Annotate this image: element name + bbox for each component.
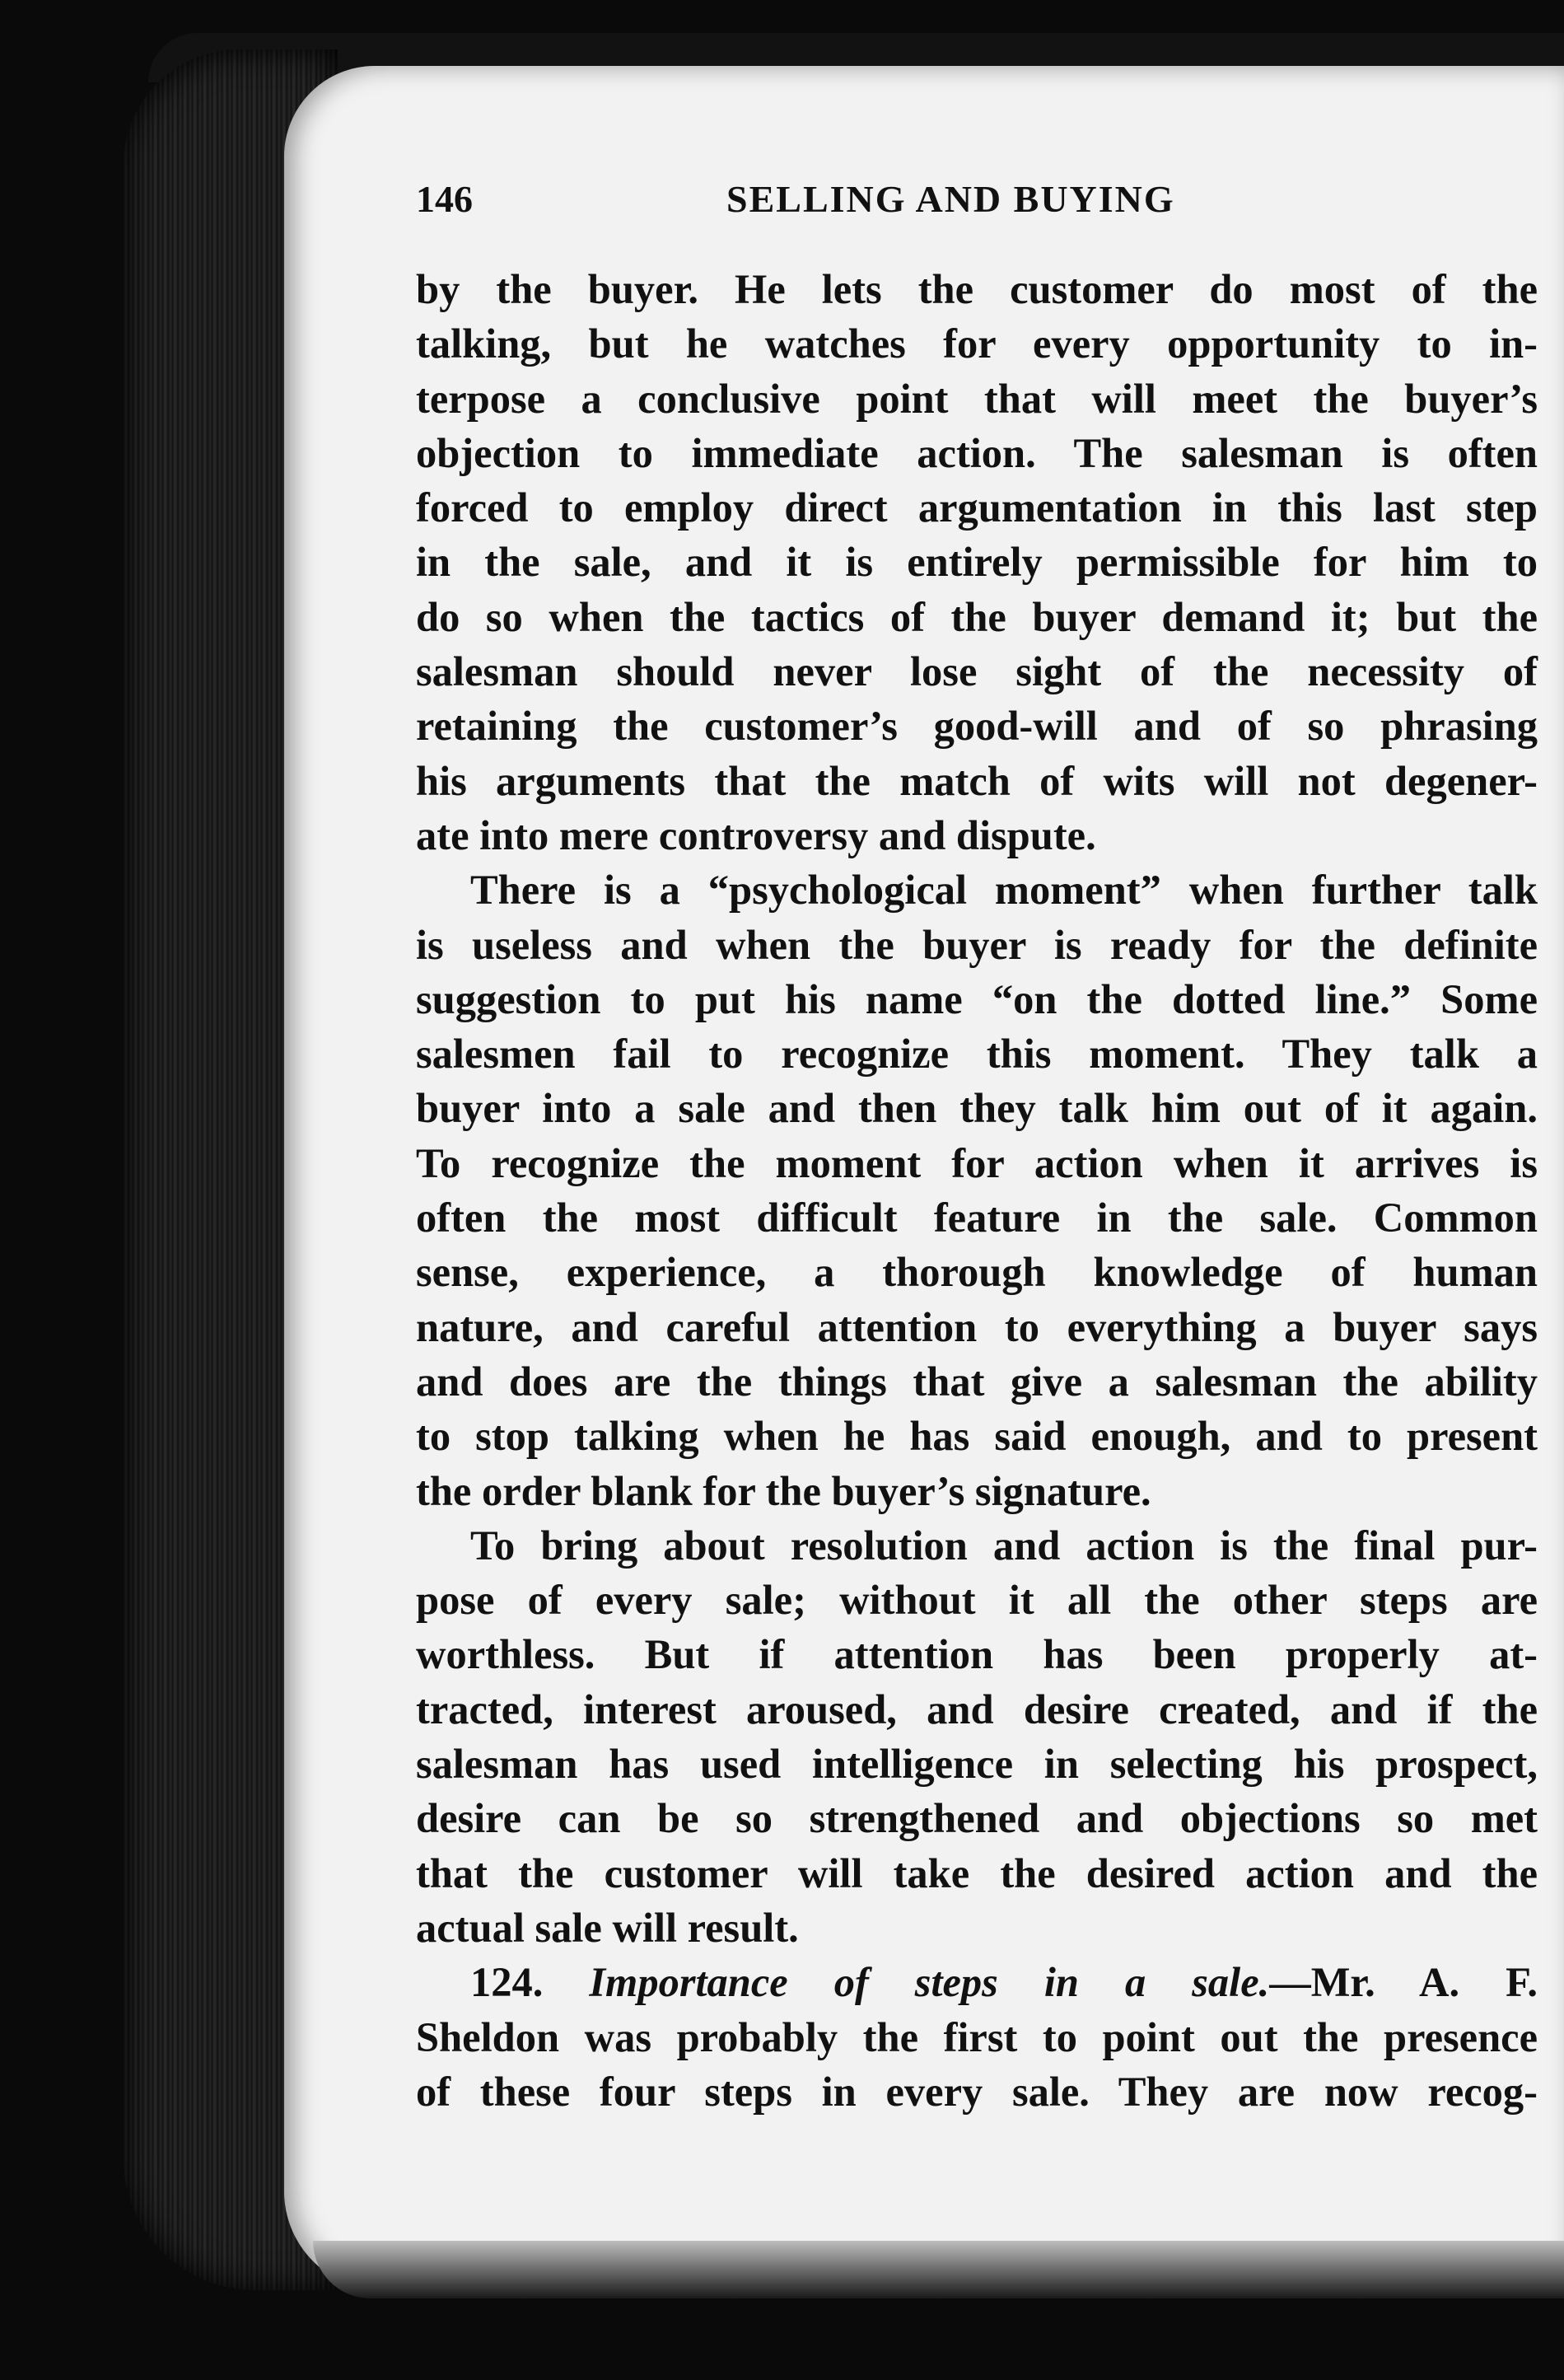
text-line: actual sale will result. (416, 1904, 799, 1951)
text-line: salesmen fail to recognize this moment. They talk a (416, 1031, 1538, 1078)
page-bottom-shadow (313, 2241, 1564, 2298)
text-line: to stop talking when he has said enough, and to present (416, 1413, 1538, 1460)
page-number: 146 (416, 178, 473, 220)
text-line: is useless and when the buyer is ready for the definite (416, 921, 1538, 968)
text-line: desire can be so strengthened and objections so met (416, 1795, 1538, 1842)
text-line: salesman should never lose sight of the necessity of (416, 648, 1538, 695)
text-line: salesman has used intelligence in selecting his prospect, (416, 1741, 1538, 1788)
text-line: Sheldon was probably the first to point out the presence (416, 2013, 1538, 2060)
text-line: sense, experience, a thorough knowledge of human (416, 1249, 1538, 1296)
text-line: terpose a conclusive point that will meet the buyer’s (416, 375, 1538, 422)
text-line: his arguments that the match of wits will not degener- (416, 757, 1538, 804)
text-line: ate into mere controversy and dispute. (416, 811, 1096, 858)
text-line: suggestion to put his name “on the dotted line.” Some (416, 975, 1538, 1022)
text-line: do so when the tactics of the buyer demand it; but the (416, 593, 1538, 640)
text-line: objection to immediate action. The salesman is often (416, 429, 1538, 476)
text-line: in the sale, and it is entirely permissible for him to (416, 539, 1538, 586)
body-text (416, 262, 1538, 2119)
text-line: worthless. But if attention has been properly at- (416, 1631, 1538, 1678)
text-line: of these four steps in every sale. They are now recog- (416, 2068, 1538, 2115)
section-title: Importance of steps in a sale. (589, 1959, 1270, 2006)
text-line: There is a “psychological moment” when further talk (470, 867, 1538, 914)
text-line: nature, and careful attention to everything a buyer says (416, 1303, 1538, 1350)
text-line: and does are the things that give a salesman the ability (416, 1358, 1538, 1405)
text-line: forced to employ direct argumentation in this last step (416, 484, 1538, 531)
text-line: tracted, interest aroused, and desire created, and if the (416, 1686, 1538, 1732)
text-line: To recognize the moment for action when it arrives is (416, 1139, 1538, 1186)
text-line: pose of every sale; without it all the other steps are (416, 1577, 1538, 1624)
section-number: 124. (470, 1959, 544, 2006)
text-line: retaining the customer’s good-will and of so phrasing (416, 703, 1538, 750)
running-head: SELLING AND BUYING (726, 178, 1175, 220)
text-line: by the buyer. He lets the customer do most of the (416, 266, 1538, 312)
page-header (416, 177, 1564, 235)
section-heading-line (416, 1955, 1538, 2009)
text-line: often the most difficult feature in the sale. Common (416, 1195, 1538, 1241)
text-line: that the customer will take the desired action and the (416, 1849, 1538, 1896)
text-line: To bring about resolution and action is the final pur- (470, 1522, 1538, 1569)
section-first-line-rest: —Mr. A. F. (1269, 1959, 1538, 2006)
text-line: the order blank for the buyer’s signature. (416, 1467, 1151, 1514)
text-line: buyer into a sale and then they talk him out of it again. (416, 1085, 1538, 1132)
text-line: talking, but he watches for every opportunity to in- (416, 320, 1538, 367)
